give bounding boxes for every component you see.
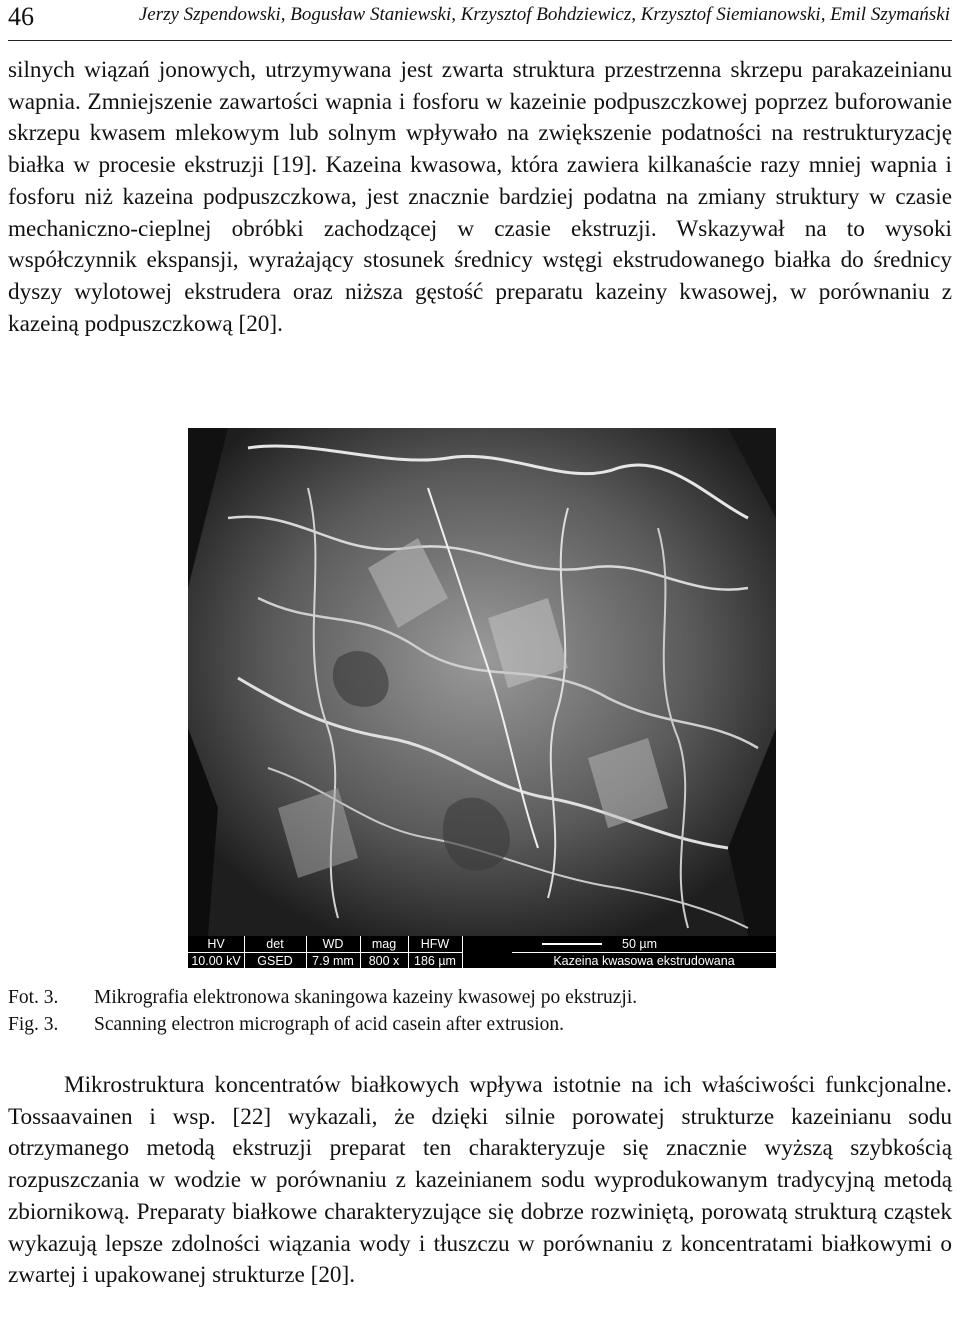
databar-det: [244, 936, 307, 968]
hfw-value: 186 µm: [408, 952, 462, 968]
det-value: GSED: [244, 952, 306, 968]
mag-value: 800 x: [360, 952, 408, 968]
hv-value: 10.00 kV: [188, 952, 244, 968]
body-paragraph-2: Mikrostruktura koncentratów białkowych wpływa istotnie na ich właściwości funkcjonalne. Tossaavainen i wsp. [22] wykazali, że dzięki silnie porowatej strukturze kazeinianu sodu otrzymanego metodą ekstruzji preparat ten charakteryzuje się znacznie wyższą szybkością rozpuszczania w wodzie w porównaniu z kazeinianem sodu wyprodukowanym tradycyjną metodą zbiornikową. Preparaty białkowe charakteryzujące się dobrze rozwiniętą, porowatą strukturą cząstek wykazują lepsze zdolności wiązania wody i tłuszczu w porównaniu z koncentratami białkowymi o zwartej i upakowanej strukturze [20].: [8, 1072, 952, 1289]
running-head-authors: Jerzy Szpendowski, Bogusław Staniewski, Krzysztof Bohdziewicz, Krzysztof Siemianowski, Emil Szymański: [138, 4, 950, 25]
micrograph-image: [188, 428, 776, 936]
scale-bar-line: [542, 943, 602, 945]
sem-micrograph: [188, 428, 776, 968]
caption-label: Fig. 3.: [8, 1014, 59, 1035]
databar-scale: [512, 936, 776, 968]
databar-hfw: [408, 936, 463, 968]
databar-wd: [306, 936, 361, 968]
databar-mag: [360, 936, 409, 968]
sem-databar: [188, 936, 776, 968]
wd-label: WD: [322, 937, 344, 951]
scale-bar-label: 50 µm: [622, 937, 657, 951]
wd-value: 7.9 mm: [306, 952, 360, 968]
page-header: [8, 0, 952, 41]
figure-caption-polish: [8, 987, 637, 1009]
hv-label: HV: [207, 937, 225, 951]
sample-name: Kazeina kwasowa ekstrudowana: [512, 952, 776, 968]
caption-text: Scanning electron micrograph of acid casein after extrusion.: [94, 1014, 564, 1035]
det-label: det: [266, 937, 284, 951]
figure-caption-english: [8, 1014, 564, 1036]
hfw-label: HFW: [420, 937, 450, 951]
databar-hv: [188, 936, 245, 968]
caption-text: Mikrografia elektronowa skaningowa kazeiny kwasowej po ekstruzji.: [94, 987, 638, 1008]
body-paragraph-1: silnych wiązań jonowych, utrzymywana jest zwarta struktura przestrzenna skrzepu parakazeinianu wapnia. Zmniejszenie zawartości wapnia i fosforu w kazeinie podpuszczkowej poprzez buforowanie skrzepu kwasem mlekowym lub solnym wpływało na zwiększenie podatności na restrukturyzację białka w procesie ekstruzji [19]. Kazeina kwasowa, która zawiera kilkanaście razy mniej wapnia i fosforu niż kazeina podpuszczkowa, jest znacznie bardziej podatna na zmiany struktury w czasie mechaniczno-cieplnej obróbki zachodzącej w czasie ekstruzji. Wskazywał na to wysoki współczynnik ekspansji, wyrażający stosunek średnicy wstęgi ekstrudowanego białka do średnicy dyszy wylotowej ekstrudera oraz niższa gęstość preparatu kazeiny kwasowej, w porównaniu z kazeiną podpuszczkową [20].: [8, 57, 952, 337]
mag-label: mag: [371, 937, 397, 951]
page-number: 46: [8, 2, 34, 31]
caption-label: Fot. 3.: [8, 987, 59, 1008]
